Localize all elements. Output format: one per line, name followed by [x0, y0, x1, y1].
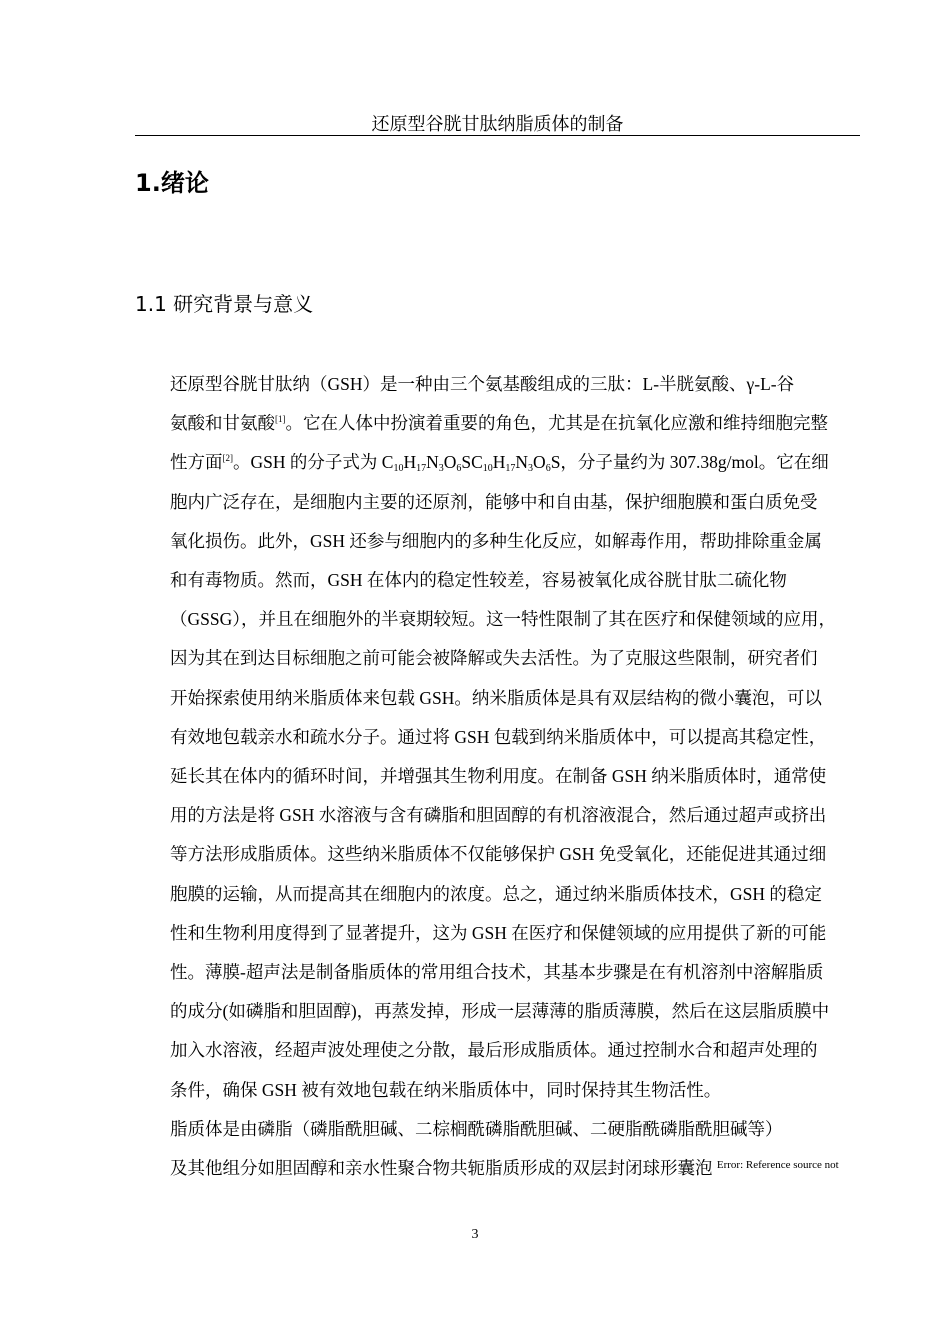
reference-error: Error: Reference source not	[716, 1159, 839, 1172]
text-line: 氧化损伤。此外，GSH 还参与细胞内的多种生化反应，如解毒作用，帮助排除重金属	[170, 530, 822, 551]
formula-text: N	[515, 452, 529, 473]
text-line: 等方法形成脂质体。这些纳米脂质体不仅能够保护 GSH 免受氧化，还能促进其通过细	[170, 844, 827, 865]
text-line: 和有毒物质。然而，GSH 在体内的稳定性较差，容易被氧化成谷胱甘肽二硫化物	[170, 570, 787, 591]
formula-subscript: 3	[528, 463, 534, 475]
text-run: 及其他组分如胆固醇和亲水性聚合物共轭脂质形成的双层封闭球形囊泡	[170, 1158, 713, 1179]
paragraph-2	[135, 1110, 860, 1188]
text-run: 性方面	[170, 452, 223, 473]
formula-text: O	[533, 452, 546, 473]
text-line: 用的方法是将 GSH 水溶液与含有磷脂和胆固醇的有机溶液混合，然后通过超声或挤出	[170, 805, 827, 826]
text-run: 。GSH 的分子式为 C	[233, 452, 394, 473]
formula-subscript: 10	[482, 463, 493, 475]
text-line: 条件，确保 GSH 被有效地包载在纳米脂质体中，同时保持其生物活性。	[170, 1079, 722, 1100]
text-line: 胞膜的运输，从而提高其在细胞内的浓度。总之，通过纳米脂质体技术，GSH 的稳定	[170, 883, 822, 904]
text-line: 性。薄膜-超声法是制备脂质体的常用组合技术，其基本步骤是在有机溶剂中溶解脂质	[170, 962, 824, 983]
header-rule	[135, 135, 860, 136]
text-line	[135, 1149, 860, 1188]
formula-text: H	[403, 452, 417, 473]
text-line: 有效地包载亲水和疏水分子。通过将 GSH 包载到纳米脂质体中，可以提高其稳定性，	[170, 726, 827, 747]
text-line: （GSSG），并且在细胞外的半衰期较短。这一特性限制了其在医疗和保健领域的应用，	[170, 609, 836, 630]
body-text	[135, 365, 860, 1188]
formula-text: H	[492, 452, 506, 473]
chapter-title: 1.绪论	[135, 169, 209, 197]
text-line: 还原型谷胱甘肽纳（GSH）是一种由三个氨基酸组成的三肽：L-半胱氨酸、γ-L-谷	[170, 374, 795, 394]
formula-text: N	[426, 452, 439, 473]
text-run: 氨酸和甘氨酸	[170, 413, 275, 434]
text-line	[135, 443, 860, 482]
citation[interactable]: [2]	[222, 453, 233, 464]
text-run: S，分子量约为 307.38g/mol。它在细	[550, 452, 829, 473]
text-line: 开始探索使用纳米脂质体来包载 GSH。纳米脂质体是具有双层结构的微小囊泡，可以	[170, 687, 822, 708]
formula-subscript: 6	[545, 463, 551, 475]
running-header: 还原型谷胱甘肽纳脂质体的制备	[371, 114, 624, 134]
text-run: 。它在人体中扮演着重要的角色，尤其是在抗氧化应激和维持细胞完整	[285, 413, 828, 434]
formula-text: O	[443, 452, 457, 473]
text-line: 胞内广泛存在，是细胞内主要的还原剂，能够中和自由基，保护细胞膜和蛋白质免受	[170, 491, 818, 512]
formula-subscript: 17	[416, 463, 427, 475]
text-line: 性和生物利用度得到了显著提升，这为 GSH 在医疗和保健领域的应用提供了新的可能	[170, 922, 827, 943]
formula-subscript: 3	[438, 463, 444, 475]
paragraph-1	[135, 365, 860, 1110]
text-line: 因为其在到达目标细胞之前可能会被降解或失去活性。为了克服这些限制，研究者们	[170, 648, 818, 669]
text-line	[135, 404, 860, 443]
citation[interactable]: [1]	[275, 414, 286, 425]
text-line: 的成分(如磷脂和胆固醇)，再蒸发掉，形成一层薄薄的脂质薄膜，然后在这层脂质膜中	[170, 1001, 830, 1022]
formula-text: SC	[461, 452, 483, 473]
formula-subscript: 6	[456, 463, 462, 475]
formula-subscript: 10	[393, 463, 404, 475]
text-line: 延长其在体内的循环时间，并增强其生物利用度。在制备 GSH 纳米脂质体时，通常使	[170, 766, 827, 787]
text-line: 脂质体是由磷脂（磷脂酰胆碱、二棕榈酰磷脂酰胆碱、二硬脂酰磷脂酰胆碱等）	[170, 1118, 783, 1139]
text-line: 加入水溶液，经超声波处理使之分散，最后形成脂质体。通过控制水合和超声处理的	[170, 1040, 818, 1061]
section-title: 1.1 研究背景与意义	[135, 292, 314, 316]
formula-subscript: 17	[505, 463, 516, 475]
page-number: 3	[471, 1227, 479, 1242]
